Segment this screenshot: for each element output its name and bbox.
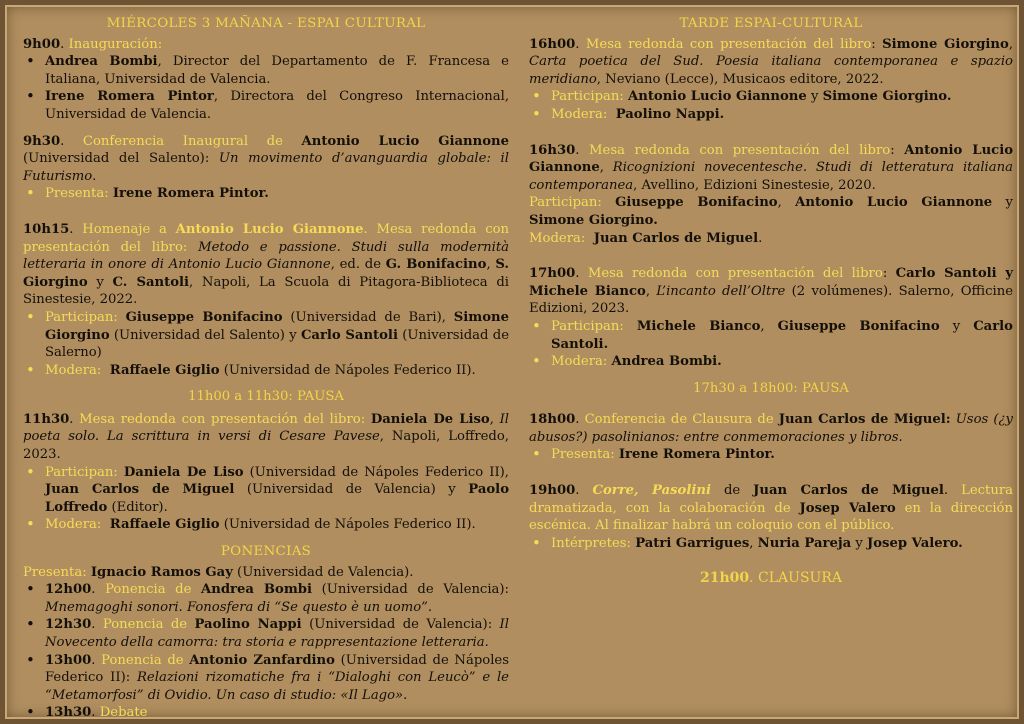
list-item: • 13h00. Ponencia de Antonio Zanfardino (Universidad de Nápoles Federico II): Relazioni rizomatiche fra i “Dialoghi con Leucò” e le “Metamorfosi” di Ovidio. Un caso di studio: «Il Lago». — [23, 652, 509, 705]
block-18h00: 18h00. Conferencia de Clausura de Juan Carlos de Miguel: Usos (¿y abusos?) pasolinianos: entre conmemoraciones y libros. • Presenta: Irene Romera Pintor. — [529, 411, 1013, 464]
list-item: • Modera: Raffaele Giglio (Universidad de Nápoles Federico II). — [23, 516, 509, 534]
block-10h15: 10h15. Homenaje a Antonio Lucio Giannone. Mesa redonda con presentación del libro: Metodo e passione. Studi sulla modernità letteraria in onore di Antonio Lucio Giannone, ed. de G. Bonifacino, S. Giorgino y C. Santoli, Napoli, La Scuola di Pitagora-Biblioteca di Sinestesie, 2022. • Participan: Giuseppe Bonifacino (Universidad de Bari), Simone Giorgino (Universidad del Salento) y Carlo Santoli (Universidad de Salerno) • Modera: Raffaele Giglio (Universidad de Nápoles Federico II). — [23, 221, 509, 379]
block-9h00: 9h00. Inauguración: • Andrea Bombi, Director del Departamento de F. Francesa e Italiana, Universidad de Valencia. • Irene Romera Pintor, Directora del Congreso Internacional, Universidad de Valencia. — [23, 36, 509, 124]
list-item: • Participan: Antonio Lucio Giannone y Simone Giorgino. — [529, 88, 1013, 106]
list-item: • 12h30. Ponencia de Paolino Nappi (Universidad de Valencia): Il Novecento della camorra: tra storia e rappresentazione letteraria. — [23, 616, 509, 651]
list-item: • Intérpretes: Patri Garrigues, Nuria Pareja y Josep Valero. — [529, 535, 1013, 553]
list-item: • Presenta: Irene Romera Pintor. — [23, 185, 509, 203]
block-16h30: 16h30. Mesa redonda con presentación del libro: Antonio Lucio Giannone, Ricognizioni novecentesche. Studi di letteratura italiana contemporanea, Avellino, Edizioni Sinestesie, 2020. Participan: Giuseppe Bonifacino, Antonio Lucio Giannone y Simone Giorgino. Modera: Juan Carlos de Miguel. — [529, 142, 1013, 246]
block-9h30: 9h30. Conferencia Inaugural de Antonio Lucio Giannone (Universidad del Salento): Un movimento d’avanguardia globale: il Futurismo. • Presenta: Irene Romera Pintor. — [23, 133, 509, 203]
list-item: • Modera: Andrea Bombi. — [529, 353, 1013, 371]
list-item: • Participan: Michele Bianco, Giuseppe Bonifacino y Carlo Santoli. — [529, 318, 1013, 353]
morning-header: MIÉRCOLES 3 MAÑANA - ESPAI CULTURAL — [106, 16, 426, 31]
morning-column — [23, 15, 509, 722]
block-11h30: 11h30. Mesa redonda con presentación del libro: Daniela De Liso, Il poeta solo. La scrittura in versi di Cesare Pavese, Napoli, Loffredo, 2023. • Participan: Daniela De Liso (Universidad de Nápoles Federico II), Juan Carlos de Miguel (Universidad de Valencia) y Paolo Loffredo (Editor). • Modera: Raffaele Giglio (Universidad de Nápoles Federico II). — [23, 411, 509, 534]
block-17h00: 17h00. Mesa redonda con presentación del libro: Carlo Santoli y Michele Bianco, L’incanto dell’Oltre (2 volúmenes). Salerno, Officine Edizioni, 2023. • Participan: Michele Bianco, Giuseppe Bonifacino y Carlo Santoli. • Modera: Andrea Bombi. — [529, 265, 1013, 371]
pause-label: 11h00 a 11h30: PAUSA — [188, 389, 344, 405]
list-item: • Modera: Raffaele Giglio (Universidad de Nápoles Federico II). — [23, 362, 509, 380]
list-item: • 13h30. Debate — [23, 704, 509, 722]
list-item: • 12h00. Ponencia de Andrea Bombi (Universidad de Valencia): Mnemagoghi sonori. Fonosfera di “Se questo è un uomo”. — [23, 581, 509, 616]
list-item: • Participan: Daniela De Liso (Universidad de Nápoles Federico II), Juan Carlos de Miguel (Universidad de Valencia) y Paolo Loffredo (Editor). — [23, 464, 509, 517]
block-16h00: 16h00. Mesa redonda con presentación del libro: Simone Giorgino, Carta poetica del Sud. Poesia italiana contemporanea e spazio meridiano, Neviano (Lecce), Musicaos editore, 2022. • Participan: Antonio Lucio Giannone y Simone Giorgino. • Modera: Paolino Nappi. — [529, 36, 1013, 124]
ponencias-list — [23, 581, 509, 722]
ponencias-presenta: Presenta: Ignacio Ramos Gay (Universidad de Valencia). — [23, 564, 414, 580]
block-19h00: 19h00. Corre, Pasolini de Juan Carlos de Miguel. Lectura dramatizada, con la colaboración de Josep Valero en la dirección escénica. Al finalizar habrá un coloquio con el público. • Intérpretes: Patri Garrigues, Nuria Pareja y Josep Valero. — [529, 482, 1013, 552]
list-item: • Irene Romera Pintor, Directora del Congreso Internacional, Universidad de Valencia. — [23, 88, 509, 123]
list-item: • Modera: Paolino Nappi. — [529, 106, 1013, 124]
list-item: • Andrea Bombi, Director del Departamento de F. Francesa e Italiana, Universidad de Valencia. — [23, 53, 509, 88]
list-item: • Participan: Giuseppe Bonifacino (Universidad de Bari), Simone Giorgino (Universidad del Salento) y Carlo Santoli (Universidad de Salerno) — [23, 309, 509, 362]
afternoon-header: TARDE ESPAI-CULTURAL — [679, 16, 863, 31]
list-item: • Presenta: Irene Romera Pintor. — [529, 446, 1013, 464]
pause-label: 17h30 a 18h00: PAUSA — [693, 380, 849, 396]
afternoon-column — [529, 15, 1013, 588]
closing-label: 21h00. CLAUSURA — [699, 570, 843, 587]
ponencias-header: PONENCIAS — [220, 544, 312, 560]
